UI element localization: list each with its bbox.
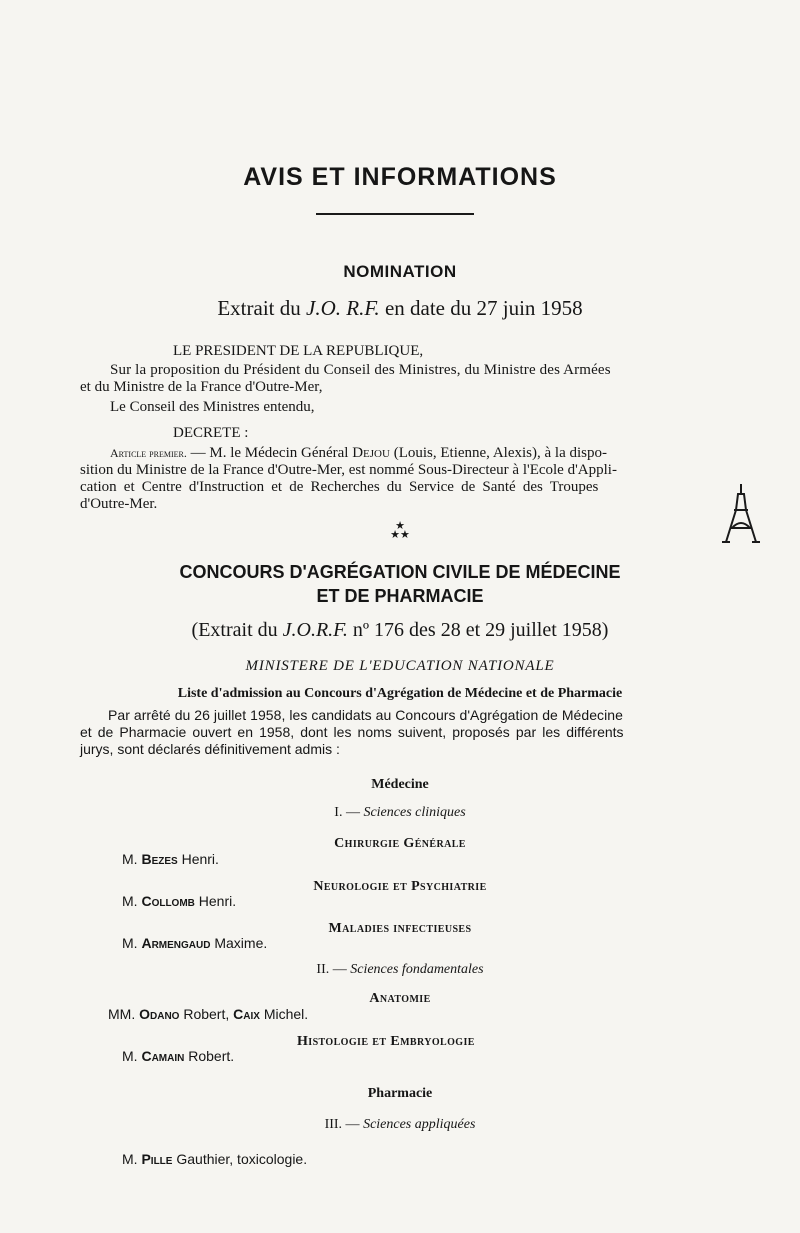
list-item [122, 893, 236, 909]
page-title: AVIS ET INFORMATIONS [243, 163, 557, 191]
entry-rest: Michel. [259, 1006, 309, 1022]
part-2-heading [0, 962, 800, 978]
entry-name: Pille [141, 1151, 173, 1167]
entry-rest: Henri. [177, 851, 219, 867]
concours-subtitle-b: nº 176 des 28 et 29 juillet 1958) [347, 619, 609, 641]
title-divider [316, 213, 474, 215]
article-text-a: — M. le Médecin Général [186, 445, 353, 461]
conseil-line: Le Conseil des Ministres entendu, [110, 399, 315, 415]
concours-subtitle-a: (Extrait du [191, 619, 283, 641]
arrete-line-2: et de Pharmacie ouvert en 1958, dont les noms suivent, proposés par les différents [80, 724, 624, 740]
part-1-heading [0, 805, 800, 821]
list-item [122, 1151, 307, 1167]
asterism-bottom: ★★ [390, 529, 410, 541]
entry-prefix: MM. [108, 1006, 140, 1022]
medecine-heading: Médecine [371, 777, 429, 792]
maladies-heading: Maladies infectieuses [328, 921, 472, 936]
nomination-heading: NOMINATION [343, 262, 457, 281]
entry-rest: Robert. [184, 1048, 235, 1064]
tower-stamp-icon [716, 480, 766, 550]
part-3-title: Sciences appliquées [363, 1117, 476, 1132]
part-2-title: Sciences fondamentales [350, 962, 484, 977]
list-item [122, 935, 267, 951]
list-item [122, 851, 219, 867]
president-line: LE PRESIDENT DE LA REPUBLIQUE, [173, 343, 424, 359]
subtitle-suffix: en date du 27 juin 1958 [379, 296, 583, 320]
concours-subtitle [0, 619, 800, 642]
entry-name: Collomb [141, 893, 195, 909]
part-3-number: III. — [324, 1117, 364, 1132]
article-line-3: cation et Centre d'Instruction et de Recherches du Service de Santé des Troupes [80, 479, 599, 495]
part-2-number: II. — [316, 962, 351, 977]
article-line-1 [110, 445, 607, 462]
entry-name: Odano [139, 1006, 180, 1022]
concours-heading-line-2: ET DE PHARMACIE [316, 586, 484, 606]
entry-name: Camain [141, 1048, 185, 1064]
concours-subtitle-ref: J.O.R.F. [282, 619, 348, 641]
article-line-4: d'Outre-Mer. [80, 496, 158, 512]
entry-mid: Robert, [179, 1006, 234, 1022]
entry-prefix: M. [122, 851, 142, 867]
part-1-number: I. — [334, 805, 364, 820]
neuro-heading: Neurologie et Psychiatrie [313, 879, 487, 894]
proposition-line-2: et du Ministre de la France d'Outre-Mer, [80, 379, 323, 395]
article-name: Dejou [352, 445, 390, 461]
arrete-line-1: Par arrêté du 26 juillet 1958, les candidats au Concours d'Agrégation de Médecine [108, 707, 623, 723]
nomination-subtitle [0, 296, 800, 321]
entry-rest: Henri. [194, 893, 237, 909]
entry-name-2: Caix [233, 1006, 260, 1022]
entry-prefix: M. [122, 1048, 142, 1064]
entry-name: Armengaud [141, 935, 211, 951]
arrete-paragraph [80, 707, 708, 758]
subtitle-ref: J.O. R.F. [306, 296, 380, 320]
entry-rest: Gauthier, toxicologie. [172, 1151, 308, 1167]
article-line-2: sition du Ministre de la France d'Outre-Mer, est nommé Sous-Directeur à l'Ecole d'Appli- [80, 462, 617, 478]
liste-title: Liste d'admission au Concours d'Agrégation de Médecine et de Pharmacie [177, 686, 623, 701]
concours-heading-line-1: CONCOURS D'AGRÉGATION CIVILE DE MÉDECINE [179, 562, 621, 582]
proposition-line-1: Sur la proposition du Président du Conseil des Ministres, du Ministre des Armées [110, 362, 611, 378]
part-3-heading [0, 1117, 800, 1133]
pharmacie-heading: Pharmacie [367, 1086, 433, 1101]
entry-rest: Maxime. [210, 935, 268, 951]
subtitle-prefix: Extrait du [217, 296, 306, 320]
article-text-b: (Louis, Etienne, Alexis), à la dispo- [389, 445, 607, 461]
part-1-title: Sciences cliniques [363, 805, 466, 820]
entry-prefix: M. [122, 1151, 142, 1167]
asterism-separator [0, 522, 800, 540]
ministere-heading: MINISTERE DE L'EDUCATION NATIONALE [245, 658, 555, 674]
arrete-line-3: jurys, sont déclarés définitivement admis : [80, 741, 340, 757]
list-item [108, 1006, 308, 1022]
anatomie-heading: Anatomie [369, 991, 431, 1006]
concours-heading [0, 560, 800, 608]
histo-heading: Histologie et Embryologie [297, 1034, 475, 1049]
list-item [122, 1048, 234, 1064]
article-label: Article premier. [110, 446, 187, 460]
decrete-line: DECRETE : [173, 425, 249, 441]
entry-name: Bezes [141, 851, 178, 867]
entry-prefix: M. [122, 893, 142, 909]
entry-prefix: M. [122, 935, 142, 951]
asterism-top: ★ [395, 520, 405, 532]
chirurgie-heading: Chirurgie Générale [334, 836, 466, 851]
